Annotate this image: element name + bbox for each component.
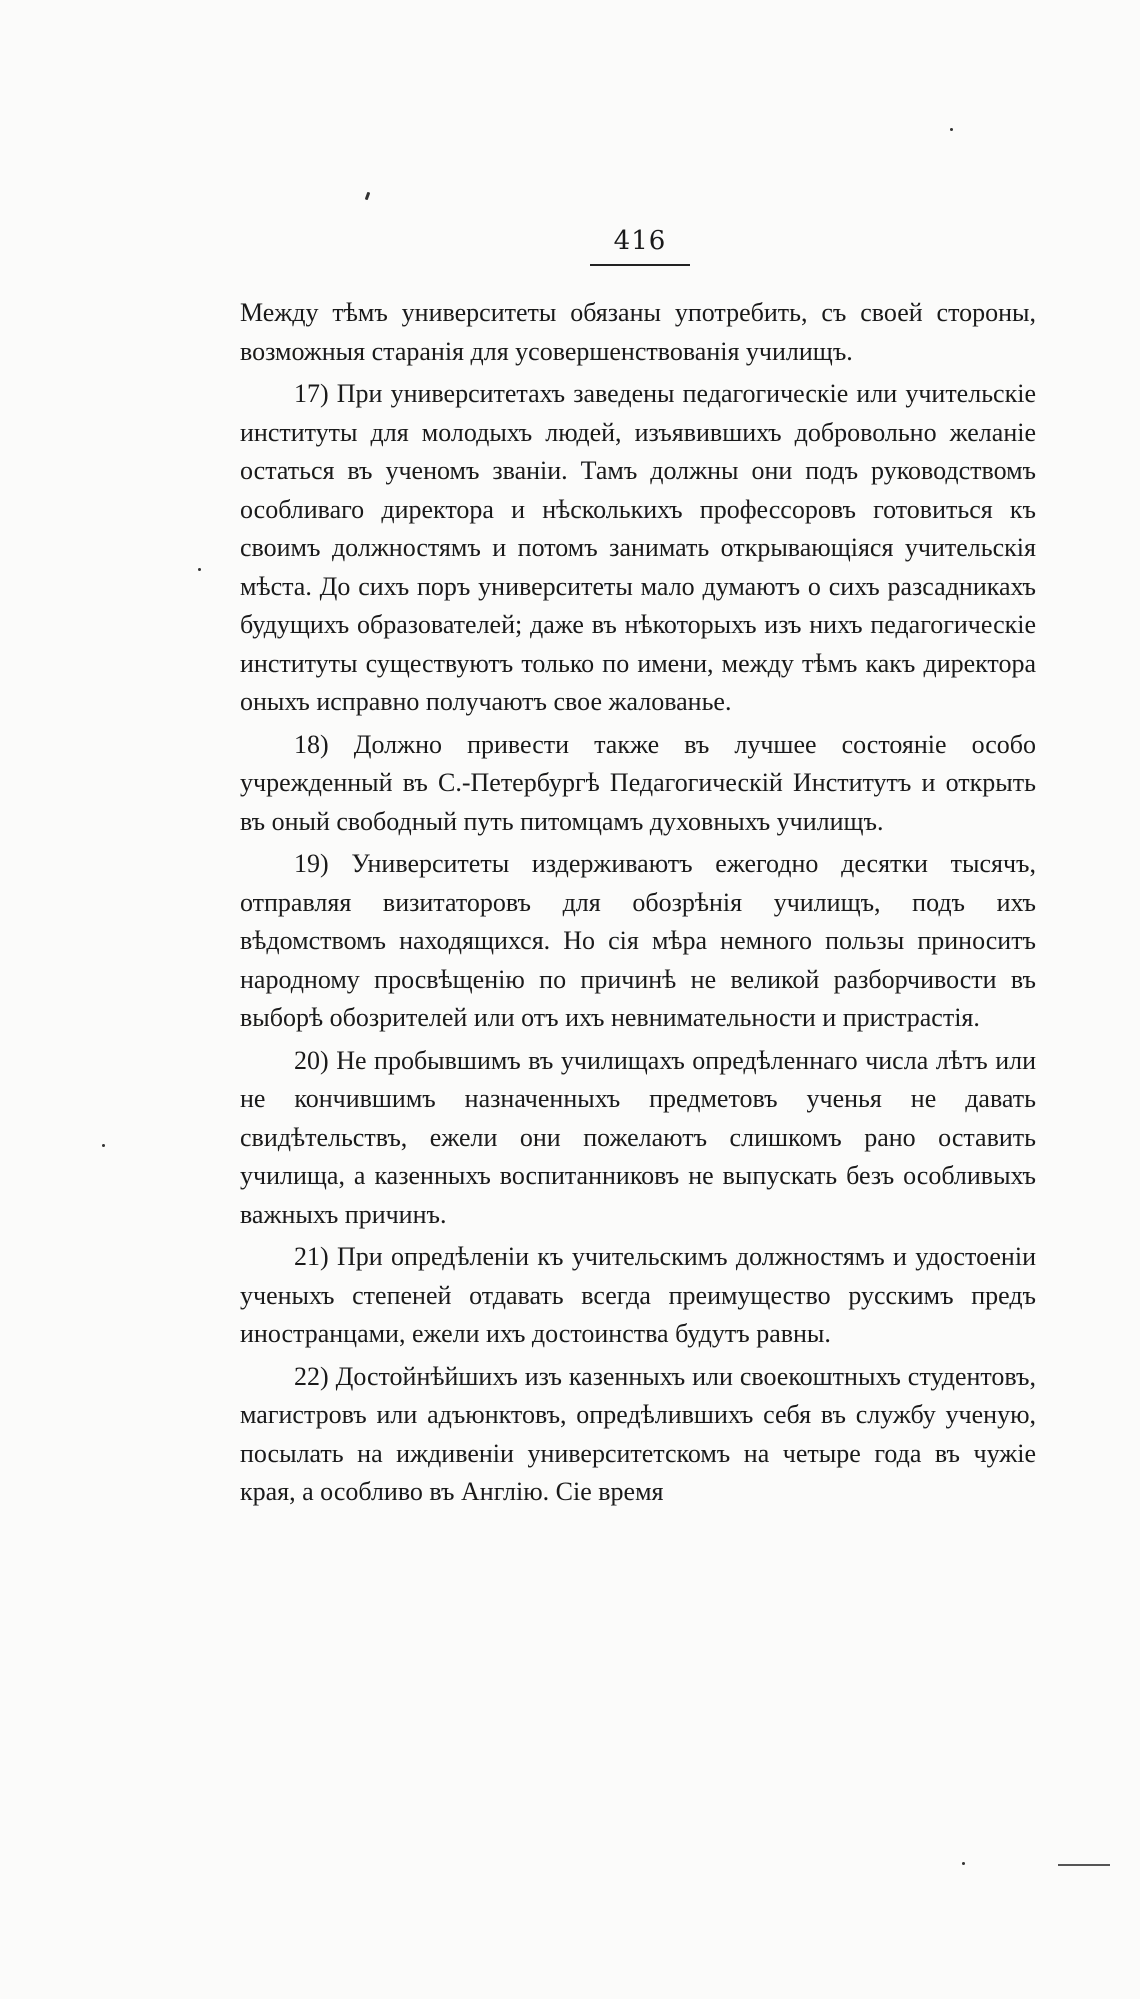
scan-speck: [198, 568, 201, 571]
scan-speck: [365, 192, 371, 201]
paragraph-17: 17) При университетахъ заведены педагогическіе или учительскіе институты для молодыхъ людей, изъявившихъ добровольно желаніе остаться въ ученомъ званіи. Тамъ должны они подъ руководствомъ особливаго директора и нѣсколькихъ профессоровъ готовиться къ своимъ должностямъ и потомъ занимать открывающіяся учительскія мѣста. До сихъ поръ университеты мало думаютъ о сихъ разсадникахъ будущихъ образователей; даже въ нѣкоторыхъ изъ нихъ педагогическіе институты существуютъ только по имени, между тѣмъ какъ директора оныхъ исправно получаютъ свое жалованье.: [240, 379, 1036, 716]
paragraph-19: 19) Университеты издерживаютъ ежегодно десятки тысячъ, отправляя визитаторовъ для обозрѣнія училищъ, подъ ихъ вѣдомствомъ находящихся. Но сія мѣра немного пользы приноситъ народному просвѣщенію по причинѣ не великой разборчивости въ выборѣ обозрителей или отъ ихъ невнимательности и пристрастія.: [240, 849, 1036, 1032]
scan-edge-rule: [1058, 1864, 1110, 1866]
paragraph-20: 20) Не пробывшимъ въ училищахъ опредѣленнаго числа лѣтъ или не кончившимъ назначенныхъ предметовъ ученья не давать свидѣтельствъ, ежели они пожелаютъ слишкомъ рано оставить училища, а казенныхъ воспитанниковъ не выпускать безъ особливыхъ важныхъ причинъ.: [240, 1045, 1036, 1229]
scan-speck: [102, 1144, 105, 1147]
paragraph-22: 22) Достойнѣйшихъ изъ казенныхъ или своекоштныхъ студентовъ, магистровъ или адъюнктовъ, опредѣлившихъ себя въ службу ученую, посылать на иждивеніи университетскомъ на четыре года въ чужіе края, а особливо въ Англію. Сіе время: [240, 1361, 1036, 1506]
paragraph-21: 21) При опредѣленіи къ учительскимъ должностямъ и удостоеніи ученыхъ степеней отдавать всегда преимущество русскимъ предъ иностранцами, ежели ихъ достоинства будутъ равны.: [240, 1242, 1036, 1348]
body-text: [240, 294, 1036, 1516]
page-number-underline: [590, 264, 690, 266]
paragraph-intro: Между тѣмъ университеты обязаны употребить, съ своей стороны, возможныя старанія для усовершенствованія училищъ.: [240, 298, 1036, 366]
scan-speck: [950, 128, 953, 131]
paragraph-18: 18) Должно привести также въ лучшее состояніе особо учрежденный въ С.-Петербургѣ Педагогическій Институтъ и открыть въ оный свободный путь питомцамъ духовныхъ училищъ.: [240, 729, 1036, 836]
scan-speck: [962, 1862, 965, 1865]
page-number: 416: [613, 226, 667, 256]
